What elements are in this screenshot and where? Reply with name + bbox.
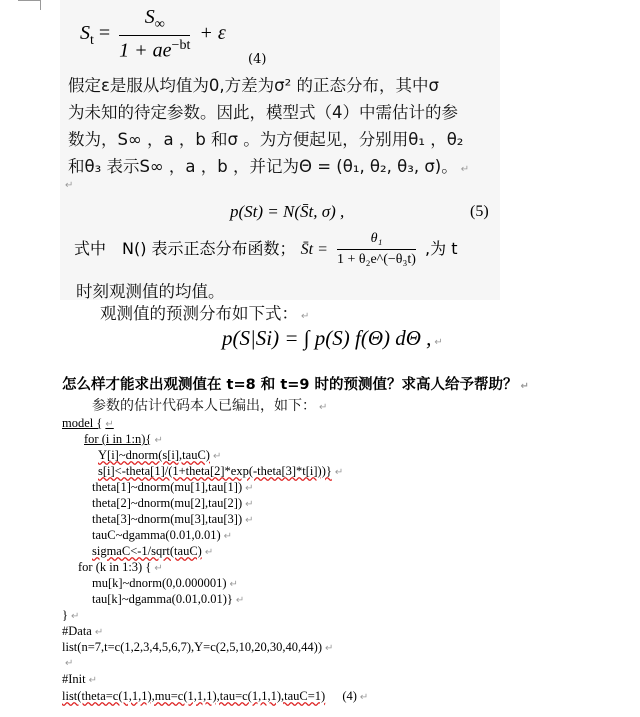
paragraph-mark: ↵ <box>334 467 344 478</box>
code-line-17-text: list(theta=c(1,1,1),mu=c(1,1,1),tau=c(1,1,1),tauC=1) <box>62 689 326 703</box>
paragraph-mark: ↵ <box>94 627 104 638</box>
corner-mark-vertical <box>40 0 41 10</box>
paragraph-mark: ↵ <box>65 180 74 191</box>
code-line-9 <box>92 544 213 559</box>
code-line-16 <box>62 672 97 687</box>
predictive-equation-text: p(S|Si) = ∫ p(S) f(Θ) dΘ , <box>222 326 432 350</box>
question-text: 怎么样才能求出观测值在 t=8 和 t=9 时的预测值？求高人给予帮助？ <box>62 377 518 393</box>
formula-explanation-line <box>74 231 458 268</box>
code-line-11 <box>92 576 238 591</box>
code-line-10-text: for (k in 1:3) { <box>78 560 152 574</box>
code-line-13 <box>62 608 79 623</box>
code-line-17 <box>62 689 368 704</box>
paragraph-mark: ↵ <box>520 381 529 392</box>
eq4-tail: + ε <box>199 21 226 44</box>
code-line-6 <box>92 496 254 511</box>
paragraph-1-line-4-text: 和θ₃ 表示S∞ ，a ，b ，并记为Θ = (θ₁, θ₂, θ₃, σ)。 <box>68 157 458 176</box>
code-line-12-text: tau[k]~dgamma(0.01,0.01)} <box>92 592 233 606</box>
paragraph-1-line-4 <box>68 153 469 177</box>
formula-suffix: ,为 t <box>425 239 458 258</box>
code-line-9-text: sigmaC<-1/sqrt(tauC) <box>92 544 202 558</box>
eq4-lhs: S <box>80 21 90 44</box>
paragraph-3 <box>100 300 309 324</box>
code-line-5-text: theta[1]~dnorm(mu[1],tau[1]) <box>92 480 243 494</box>
code-line-15 <box>62 640 333 655</box>
code-line-10 <box>78 560 163 575</box>
code-intro-text: 参数的估计代码本人已编出，如下： <box>92 398 316 414</box>
eq5-number: (5) <box>470 203 489 220</box>
code-line-4-text: s[i]<-theta[1]/(1+theta[2]*exp(-theta[3]*t[i]))} <box>98 464 332 478</box>
eq4-fraction <box>119 6 190 63</box>
paragraph-mark: ↵ <box>325 643 334 654</box>
corner-mark <box>18 0 40 1</box>
paragraph-mark: ↵ <box>245 483 254 494</box>
code-line-3 <box>98 448 221 463</box>
equation-4: $S_t$ = $\frac{S_\infty}{1 + ae^{-bt}}$ + ε <box>80 6 226 62</box>
paragraph-mark: ↵ <box>301 311 310 322</box>
code-line-1 <box>62 416 114 431</box>
paragraph-mark: ↵ <box>319 402 328 413</box>
paragraph-mark: ↵ <box>245 515 254 526</box>
code-line-11-text: mu[k]~dnorm(0,0.000001) <box>92 576 227 590</box>
code-line-15-text: list(n=7,t=c(1,2,3,4,5,6,7),Y=c(2,5,10,20,30,40,44)) <box>62 640 323 654</box>
code-line-14 <box>62 624 103 639</box>
formula-numerator: θ₁ <box>337 231 416 250</box>
paragraph-1-line-2: 为未知的待定参数。因此，模型式（4）中需估计的参 <box>68 103 458 122</box>
paragraph-mark: ↵ <box>434 337 443 348</box>
eq4-lhs-sub: t <box>90 32 94 48</box>
paragraph-mark: ↵ <box>71 611 80 622</box>
eq4-number: (4) <box>248 52 267 67</box>
paragraph-mark: ↵ <box>204 547 214 558</box>
paragraph-mark: ↵ <box>105 419 114 430</box>
paragraph-3-text: 观测值的预测分布如下式： <box>100 304 298 323</box>
predictive-equation <box>222 326 443 351</box>
formula-sbar: S̄t = <box>300 241 328 258</box>
paragraph-mark: ↵ <box>65 658 74 669</box>
paragraph-mark: ↵ <box>359 692 369 703</box>
paragraph-mark: ↵ <box>235 595 245 606</box>
question-line <box>62 373 529 394</box>
paragraph-mark: ↵ <box>223 531 233 542</box>
code-line-14-text: #Data <box>62 624 92 638</box>
code-line-6-text: theta[2]~dnorm(mu[2],tau[2]) <box>92 496 243 510</box>
eq4-numerator: S <box>144 6 155 28</box>
paragraph-mark: ↵ <box>154 563 163 574</box>
eq4-denominator-exp: −bt <box>171 38 191 53</box>
code-line-2 <box>84 432 163 447</box>
code-line-17-suffix: (4) <box>342 689 357 703</box>
formula-prefix: 式中 N() 表示正态分布函数； <box>74 239 296 258</box>
eq4-denominator: 1 + ae <box>119 39 172 62</box>
code-line-1-text: model { <box>62 416 103 430</box>
paragraph-mark: ↵ <box>212 451 222 462</box>
code-line-5 <box>92 480 254 495</box>
formula-fraction <box>337 231 416 268</box>
paragraph-2: 时刻观测值的均值。 <box>76 282 225 301</box>
eq4-numerator-sub: ∞ <box>154 17 165 32</box>
code-line-3-text: Y[i]~dnorm(s[i],tauC) <box>98 448 210 462</box>
paragraph-mark: ↵ <box>154 435 163 446</box>
code-line-7-text: theta[3]~dnorm(mu[3],tau[3]) <box>92 512 243 526</box>
equation-5: p(St) = N(S̄t, σ) , <box>230 202 345 221</box>
paragraph-mark: ↵ <box>229 579 238 590</box>
code-line-8-text: tauC~dgamma(0.01,0.01) <box>92 528 221 542</box>
code-line-16-text: #Init <box>62 672 86 686</box>
code-intro <box>92 395 327 415</box>
formula-denominator: 1 + θ₂e^(−θ₃t) <box>336 252 416 267</box>
paragraph-mark: ↵ <box>460 164 470 175</box>
code-line-13-text: } <box>62 608 68 622</box>
paragraph-1-line-1: 假定ε是服从均值为0,方差为σ² 的正态分布，其中σ <box>68 76 439 95</box>
code-line-4 <box>98 464 343 479</box>
paragraph-mark: ↵ <box>88 675 97 686</box>
code-line-8 <box>92 528 232 543</box>
paragraph-1-line-3: 数为，S∞ ，a ，b 和σ 。为方便起见，分别用θ₁ ，θ₂ <box>68 130 464 149</box>
code-line-2-text: for (i in 1:n){ <box>84 432 152 446</box>
code-line-12 <box>92 592 244 607</box>
paragraph-mark: ↵ <box>245 499 254 510</box>
code-line-7 <box>92 512 254 527</box>
